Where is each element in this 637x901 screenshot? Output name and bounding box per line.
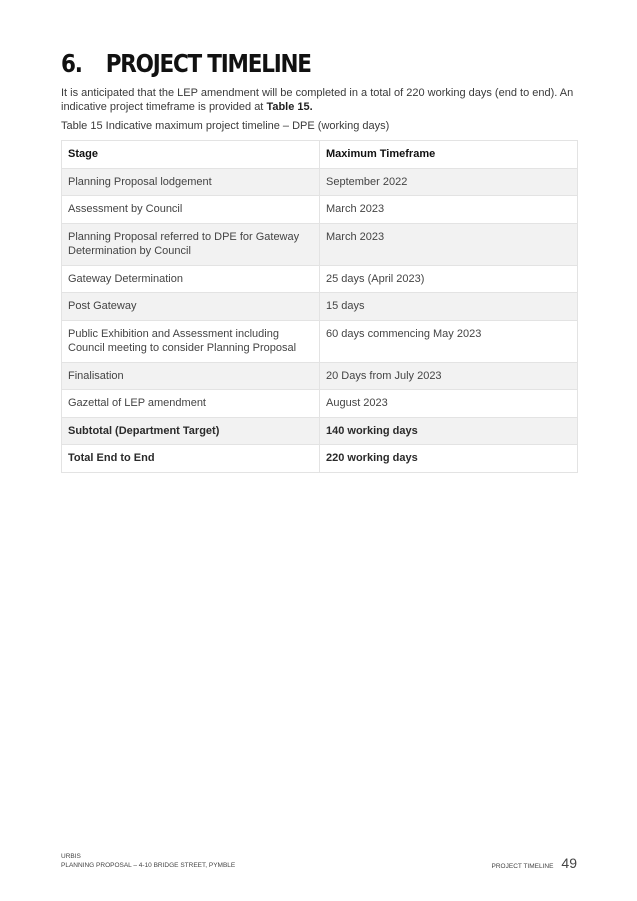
timeframe-cell: 60 days commencing May 2023 — [320, 320, 578, 362]
stage-cell: Subtotal (Department Target) — [62, 417, 320, 445]
table-row — [62, 223, 578, 265]
intro-paragraph — [61, 86, 581, 114]
table-row — [62, 196, 578, 224]
timeline-table — [61, 140, 578, 473]
stage-cell: Total End to End — [62, 445, 320, 473]
total-row — [62, 445, 578, 473]
timeframe-cell: March 2023 — [320, 223, 578, 265]
timeframe-cell: 220 working days — [320, 445, 578, 473]
timeframe-cell: 15 days — [320, 293, 578, 321]
table-row — [62, 168, 578, 196]
stage-cell: Post Gateway — [62, 293, 320, 321]
table-caption: Table 15 Indicative maximum project timeline – DPE (working days) — [61, 120, 390, 132]
table-reference: Table 15 — [266, 101, 310, 113]
column-header-timeframe: Maximum Timeframe — [320, 141, 578, 169]
section-title: PROJECT TIMELINE — [105, 49, 311, 78]
section-heading — [61, 48, 311, 80]
footer-left — [61, 852, 235, 870]
table-header-row — [62, 141, 578, 169]
stage-cell: Planning Proposal referred to DPE for Gateway Determination by Council — [62, 223, 320, 265]
table-row — [62, 320, 578, 362]
timeframe-cell: September 2022 — [320, 168, 578, 196]
timeframe-cell: 20 Days from July 2023 — [320, 362, 578, 390]
footer-document-title: PLANNING PROPOSAL – 4-10 BRIDGE STREET, PYMBLE — [61, 862, 236, 869]
stage-cell: Gazettal of LEP amendment — [62, 390, 320, 418]
timeframe-cell: March 2023 — [320, 196, 578, 224]
subtotal-row — [62, 417, 578, 445]
table-row — [62, 265, 578, 293]
stage-cell: Public Exhibition and Assessment including Council meeting to consider Planning Proposal — [62, 320, 320, 362]
footer-org: URBIS — [61, 853, 81, 860]
section-number: 6. — [61, 49, 82, 78]
stage-cell: Planning Proposal lodgement — [62, 168, 320, 196]
timeframe-cell: 25 days (April 2023) — [320, 265, 578, 293]
table-row — [62, 293, 578, 321]
timeframe-cell: August 2023 — [320, 390, 578, 418]
page-number: 49 — [561, 855, 577, 871]
footer-right — [492, 855, 577, 871]
timeframe-cell: 140 working days — [320, 417, 578, 445]
table-row — [62, 390, 578, 418]
table-row — [62, 362, 578, 390]
footer-section: PROJECT TIMELINE — [491, 863, 554, 870]
column-header-stage: Stage — [62, 141, 320, 169]
intro-text: It is anticipated that the LEP amendment will be completed in a total of 220 working days (end to end). An indicative project timeframe is provided at — [61, 87, 574, 113]
intro-period: . — [309, 101, 313, 113]
stage-cell: Assessment by Council — [62, 196, 320, 224]
stage-cell: Finalisation — [62, 362, 320, 390]
stage-cell: Gateway Determination — [62, 265, 320, 293]
